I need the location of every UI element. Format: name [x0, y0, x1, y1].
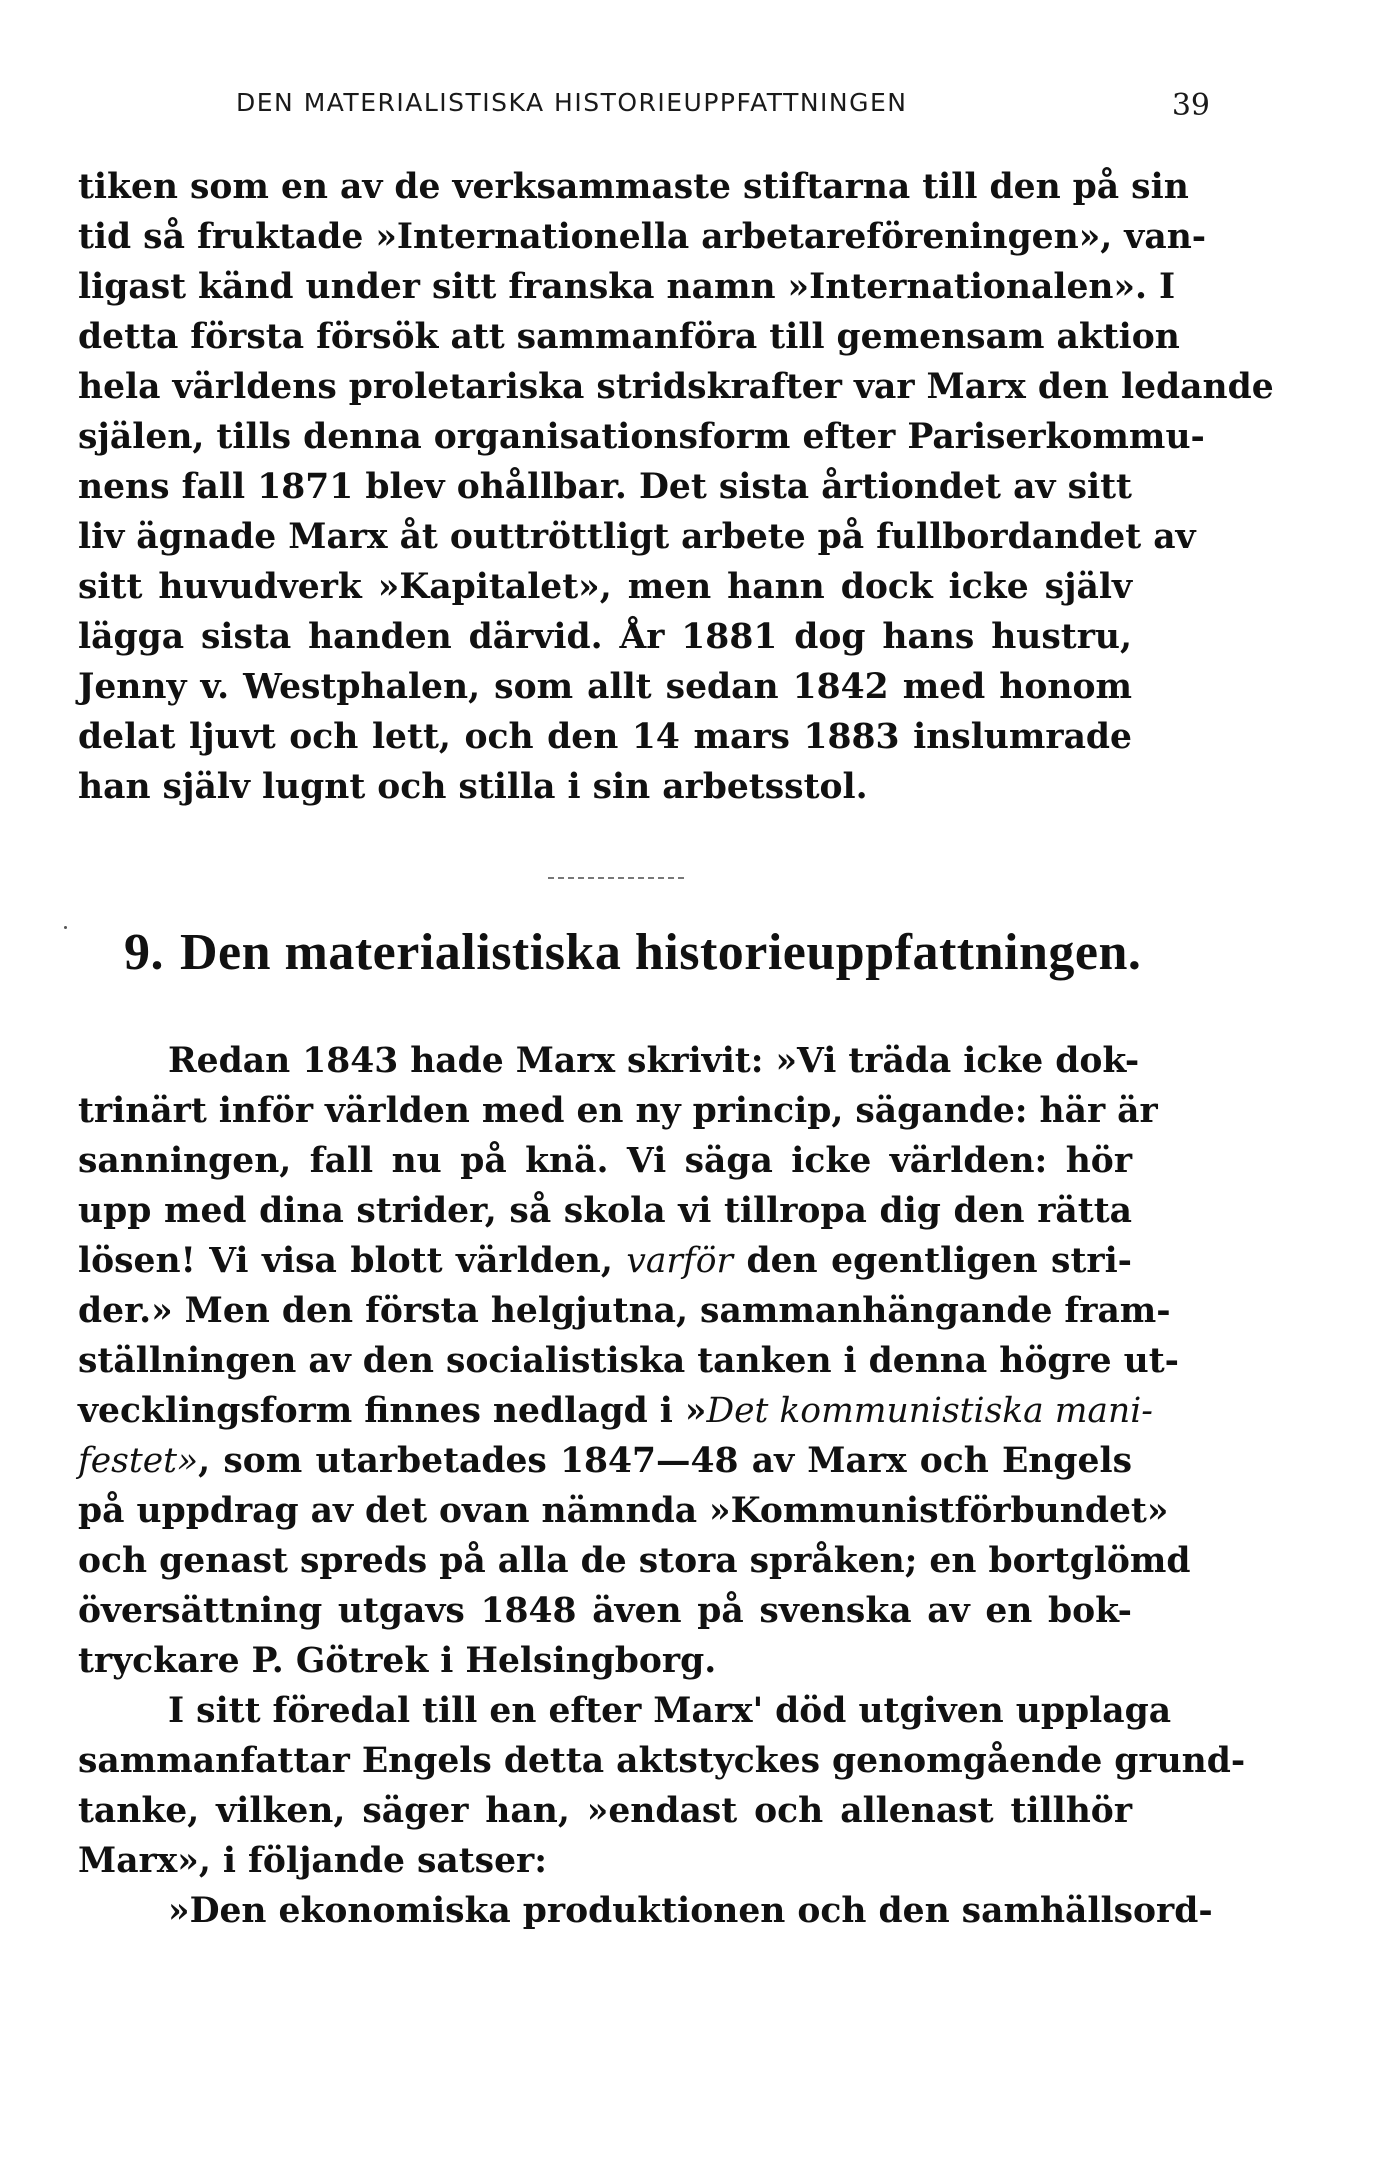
- text-line: sanningen, fall nu på knä. Vi säga icke världen: hör: [78, 1141, 1132, 1181]
- text-line: I sitt föredal till en efter Marx' död utgiven upplaga: [168, 1691, 1172, 1731]
- text-line: hela världens proletariska stridskrafter var Marx den ledande: [78, 367, 1274, 407]
- text-line: själen, tills denna organisationsform efter Pariserkommu-: [78, 417, 1205, 457]
- emphasized-word: varför: [626, 1241, 733, 1281]
- text-line: ställningen av den socialistiska tanken i denna högre ut-: [78, 1341, 1179, 1381]
- text-line: Marx», i följande satser:: [78, 1841, 547, 1881]
- text-line: »Den ekonomiska produktionen och den samhällsord-: [168, 1891, 1213, 1931]
- text-line: ligast känd under sitt franska namn »Internationalen». I: [78, 267, 1176, 307]
- text-segment: lösen! Vi visa blott världen,: [78, 1241, 627, 1281]
- section-number: 9.: [124, 924, 164, 981]
- text-segment: den egentligen stri-: [732, 1241, 1132, 1281]
- section-body: [78, 1036, 1246, 1936]
- text-line: [78, 1436, 1132, 1486]
- text-line: översättning utgavs 1848 även på svenska av en bok-: [78, 1591, 1132, 1631]
- text-line: Jenny v. Westphalen, som allt sedan 1842 med honom: [78, 667, 1132, 707]
- text-line: trinärt inför världen med en ny princip, sägande: här är: [78, 1091, 1158, 1131]
- section-title: Den materialistiska historieuppfattningen.: [180, 924, 1142, 981]
- section-divider: [548, 877, 684, 879]
- running-head: DEN MATERIALISTISKA HISTORIEUPPFATTNINGEN: [236, 88, 908, 117]
- work-title: festet»: [78, 1441, 199, 1481]
- text-line: detta första försök att sammanföra till gemensam aktion: [78, 317, 1180, 357]
- text-segment: vecklingsform finnes nedlagd i »: [78, 1391, 707, 1431]
- text-line: delat ljuvt och lett, och den 14 mars 1883 inslumrade: [78, 717, 1132, 757]
- work-title: Det kommunistiska mani-: [706, 1391, 1153, 1431]
- text-line: på uppdrag av det ovan nämnda »Kommunistförbundet»: [78, 1491, 1169, 1531]
- text-line: Redan 1843 hade Marx skrivit: »Vi träda icke dok-: [168, 1041, 1140, 1081]
- text-line: tryckare P. Götrek i Helsingborg.: [78, 1641, 717, 1681]
- text-line: nens fall 1871 blev ohållbar. Det sista årtiondet av sitt: [78, 467, 1132, 507]
- text-line: och genast spreds på alla de stora språken; en bortglömd: [78, 1541, 1191, 1581]
- text-line: sammanfattar Engels detta aktstyckes genomgående grund-: [78, 1741, 1246, 1781]
- text-line: tanke, vilken, säger han, »endast och allenast tillhör: [78, 1791, 1132, 1831]
- text-line: der.» Men den första helgjutna, sammanhängande fram-: [78, 1291, 1171, 1331]
- paragraph-continued: [78, 162, 1274, 812]
- print-speck: [64, 926, 67, 929]
- text-line: tiken som en av de verksammaste stiftarna till den på sin: [78, 167, 1189, 207]
- text-line: lägga sista handen därvid. År 1881 dog hans hustru,: [78, 617, 1132, 657]
- page-number: 39: [1171, 88, 1210, 123]
- text-line: upp med dina strider, så skola vi tillropa dig den rätta: [78, 1191, 1132, 1231]
- text-segment: , som utarbetades 1847—48 av Marx och Engels: [198, 1441, 1132, 1481]
- section-heading: [124, 918, 1142, 988]
- text-line: tid så fruktade »Internationella arbetareföreningen», van-: [78, 217, 1207, 257]
- text-line: [78, 1386, 1153, 1436]
- text-line: liv ägnade Marx åt outtröttligt arbete på fullbordandet av: [78, 517, 1196, 557]
- text-line: [78, 1236, 1132, 1286]
- text-line: sitt huvudverk »Kapitalet», men hann dock icke själv: [78, 567, 1132, 607]
- text-line: han själv lugnt och stilla i sin arbetsstol.: [78, 767, 868, 807]
